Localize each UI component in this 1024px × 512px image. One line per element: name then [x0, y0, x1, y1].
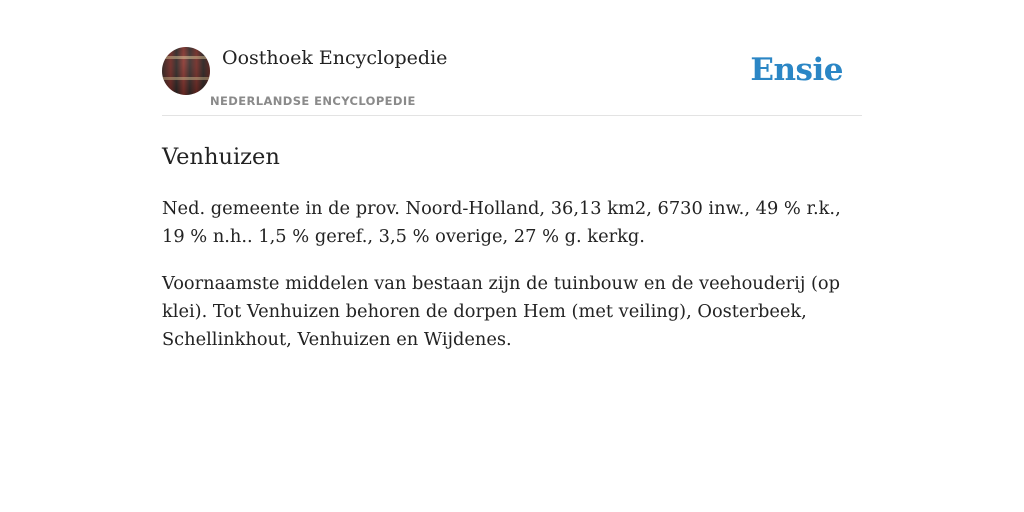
site-header [162, 46, 862, 116]
article-paragraph: Voornaamste middelen van bestaan zijn de tuinbouw en de veehouderij (op klei). Tot Venhuizen behoren de dorpen Hem (met veiling), Oosterbeek, Schellinkhout, Venhuizen en Wijdenes. [162, 273, 841, 350]
encyclopedia-books-avatar-icon[interactable] [162, 47, 210, 95]
article-title: Venhuizen [162, 144, 280, 170]
site-title[interactable]: Oosthoek Encyclopedie [222, 47, 448, 69]
article-paragraph: Ned. gemeente in de prov. Noord-Holland, 36,13 km2, 6730 inw., 49 % r.k., 19 % n.h.. 1,5 % geref., 3,5 % overige, 27 % g. kerkg. [162, 198, 841, 247]
page [162, 0, 862, 354]
site-subtitle: NEDERLANDSE ENCYCLOPEDIE [210, 94, 416, 108]
ensie-logo[interactable]: Ensie [750, 52, 843, 88]
